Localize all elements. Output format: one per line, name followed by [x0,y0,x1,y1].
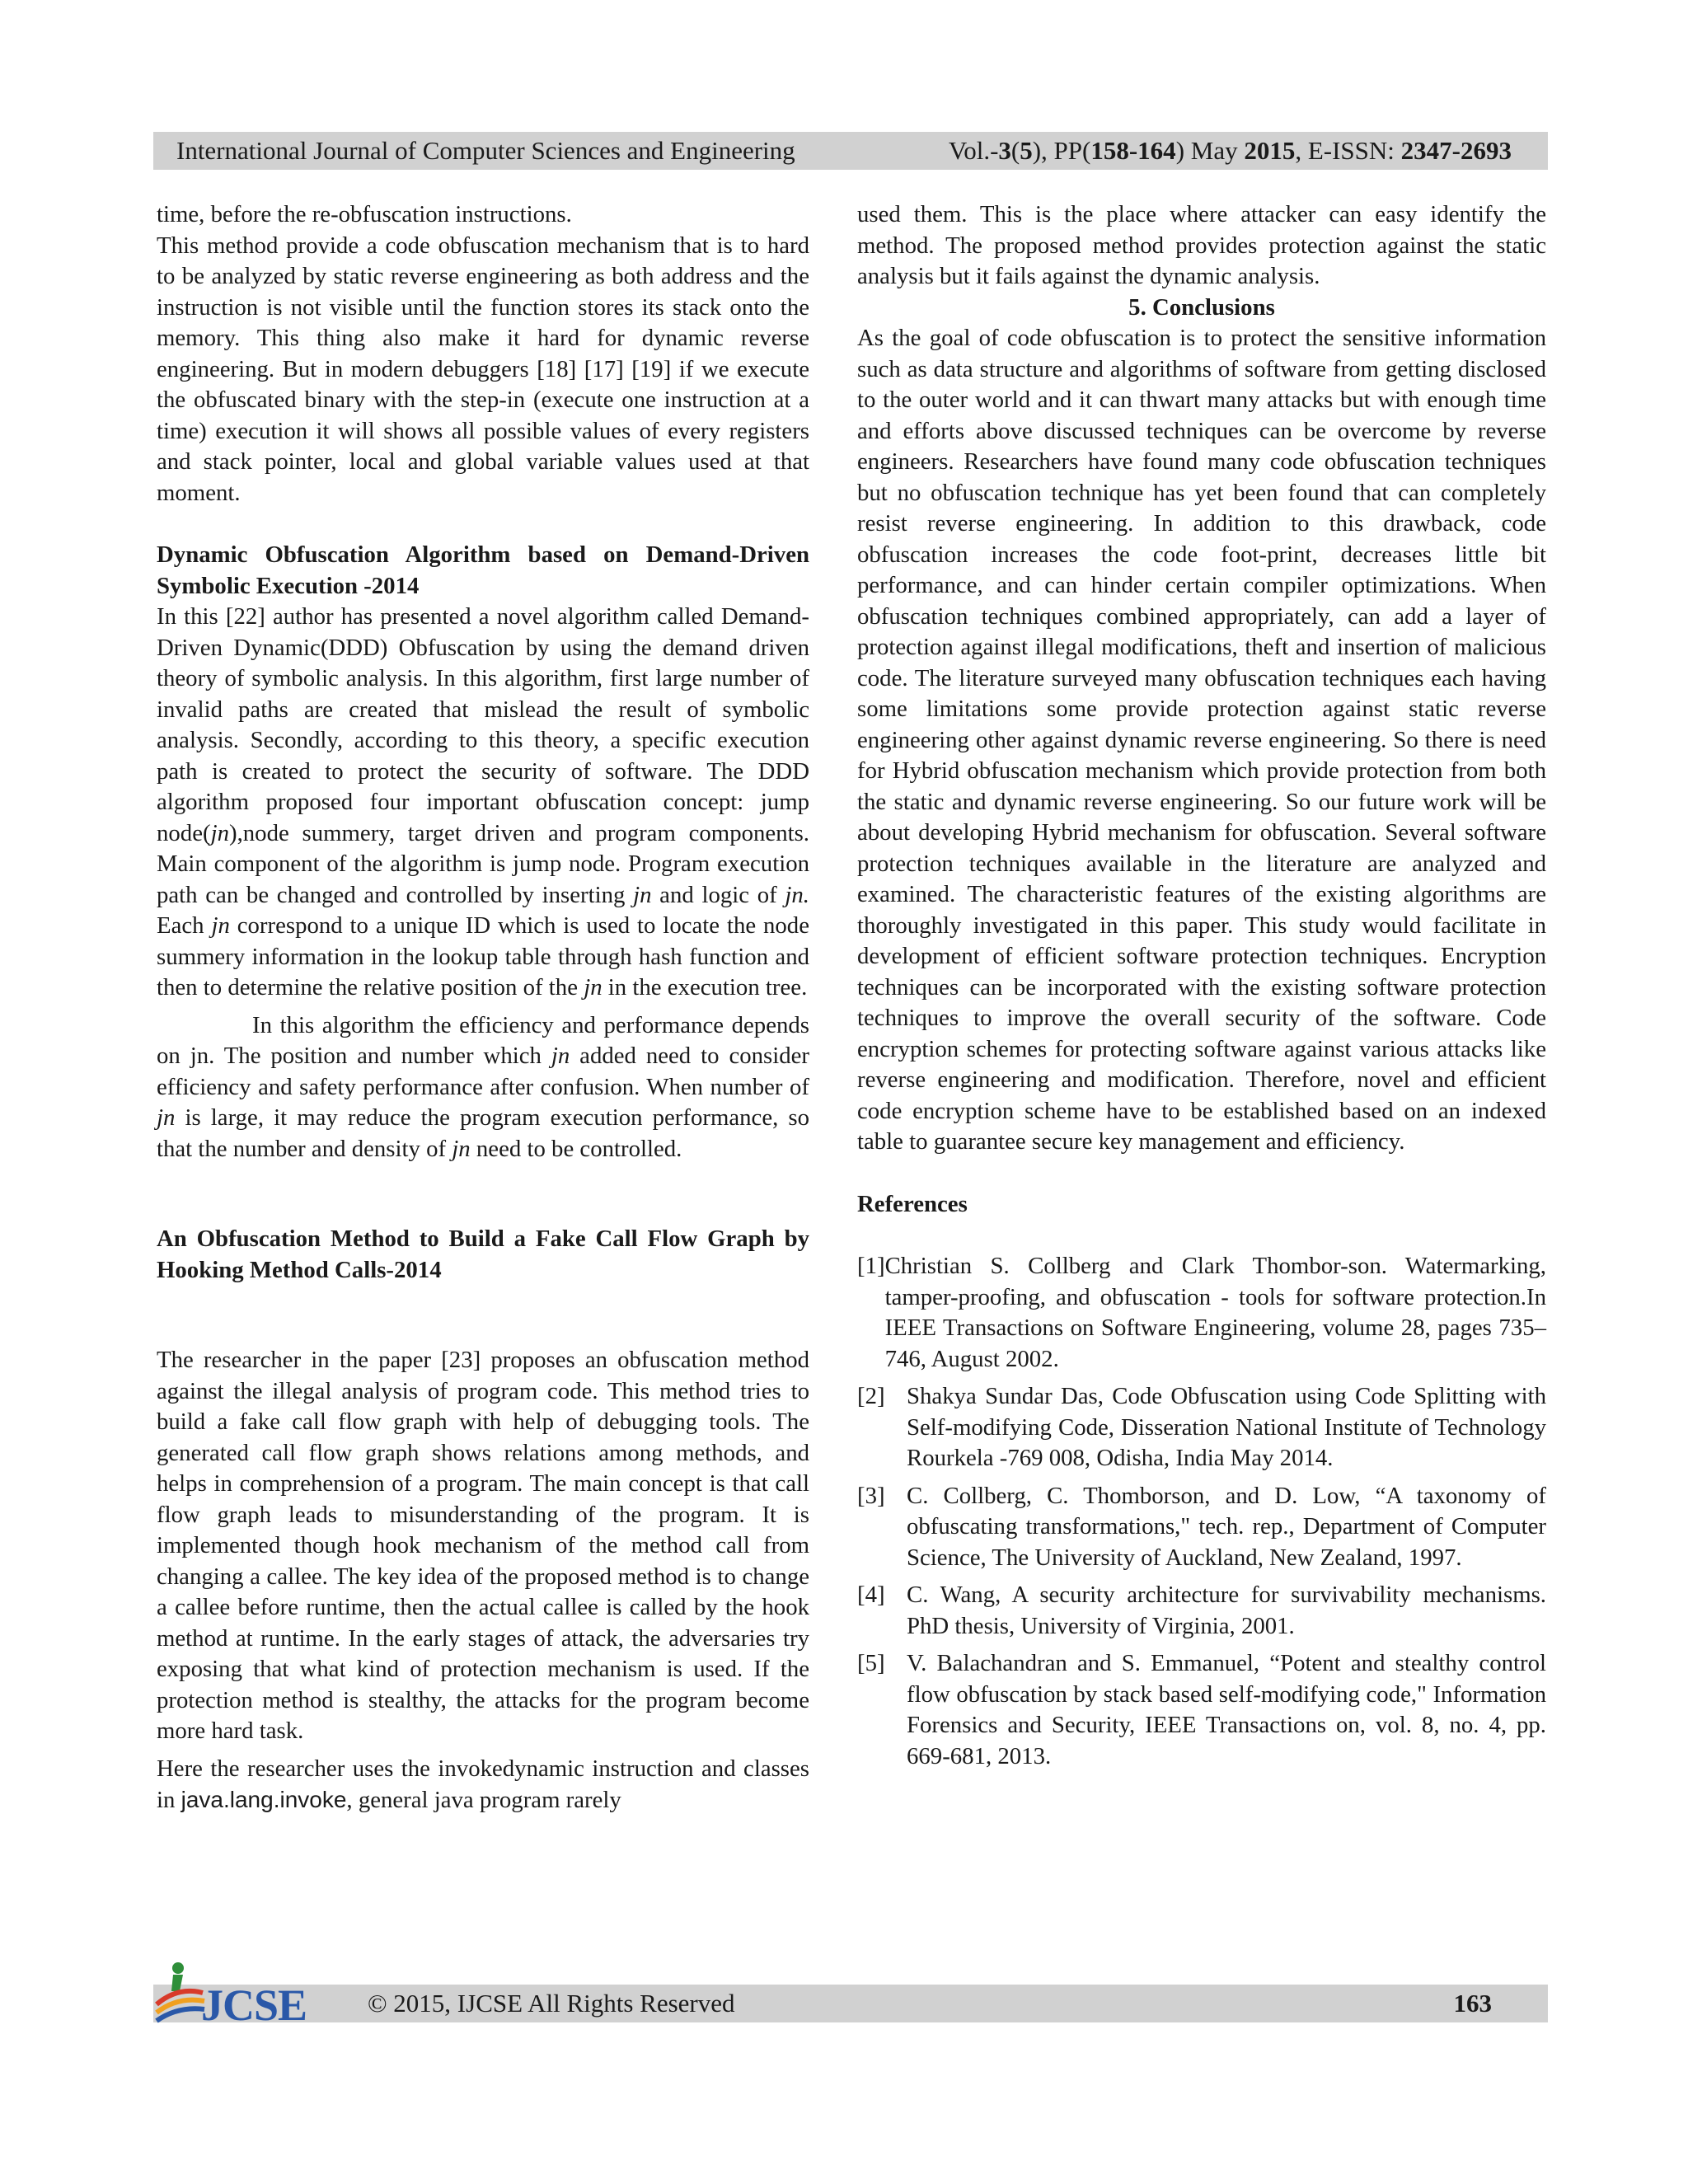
reference-text: C. Collberg, C. Thomborson, and D. Low, “A taxonomy of obfuscating transformations," tech. rep., Department of Computer Science, The University of Auckland, New Zealand, 1997. [907,1482,1546,1571]
paragraph: Here the researcher uses the invokedynamic instruction and classes in java.lang.invoke, general java program rarely [157,1755,809,1813]
reference-number: [3] [857,1482,885,1509]
code-text: java.lang.invoke [181,1787,347,1812]
journal-logo [153,1955,310,2029]
reference-text: Christian S. Collberg and Clark Thombor-son. Watermarking, tamper-proofing, and obfuscation - tools for software protection.In IEEE Transactions on Software Engineering, volume 28, pages 735–746, August 2002. [884,1253,1546,1372]
paragraph: This method provide a code obfuscation mechanism that is to hard to be analyzed by static reverse engineering as both address and the instruction is not visible until the function stores its stack onto the memory. This thing also make it hard for dynamic reverse engineering. But in modern debuggers [18] [17] [19] if we execute the obfuscated binary with the step-in (execute one instruction at a time) execution it will shows all possible values of every registers and stack pointer, local and global variable values used at that moment. [157,232,809,506]
reference-item [857,1481,1546,1574]
reference-text: V. Balachandran and S. Emmanuel, “Potent and stealthy control flow obfuscation by stack based self-modifying code," Information Forensics and Security, IEEE Transactions on, vol. 8, no. 4, pp. 669-681, 2013. [907,1650,1546,1769]
volume-info: Vol.-3(5), PP(158-164) May 2015, E-ISSN: 2347-2693 [948,136,1512,165]
paragraph: used them. This is the place where attacker can easy identify the method. The proposed method provides protection against the static analysis but it fails against the dynamic analysis. [857,201,1546,289]
paragraph: time, before the re-obfuscation instructions. [157,201,572,227]
reference-item [857,1580,1546,1642]
running-header [153,132,1548,170]
reference-item [857,1381,1546,1474]
reference-text: C. Wang, A security architecture for survivability mechanisms. PhD thesis, University of Virginia, 2001. [907,1582,1546,1639]
running-footer [153,1985,1548,2022]
section-heading: Dynamic Obfuscation Algorithm based on Demand-Driven Symbolic Execution -2014 [157,541,809,599]
reference-number: [2] [857,1383,885,1409]
section-heading: An Obfuscation Method to Build a Fake Call Flow Graph by Hooking Method Calls-2014 [157,1226,809,1283]
reference-number: [4] [857,1582,885,1608]
section-heading: 5. Conclusions [1128,293,1275,321]
logo-text: JCSE [201,1980,307,2030]
reference-item [857,1648,1546,1772]
paragraph: As the goal of code obfuscation is to protect the sensitive information such as data structure and algorithms of software from getting disclosed to the outer world and it can thwart many attacks but with enough time and efforts above discussed techniques can be overcome by reverse engineers. Researchers have found many code obfuscation techniques but no obfuscation technique has yet been found that can completely resist reverse engineering. In addition to this drawback, code obfuscation increases the code foot-print, decreases little bit performance, and can hinder certain compiler optimizations. When obfuscation techniques combined appropriately, can add a layer of protection against illegal modifications, theft and insertion of malicious code. The literature surveyed many obfuscation techniques each having some limitations some provide protection against static reverse engineering other against dynamic reverse engineering. So there is need for Hybrid obfuscation mechanism which provide protection from both the static and dynamic reverse engineering. So our future work will be about developing Hybrid mechanism for obfuscation. Several software protection techniques available in the literature are analyzed and examined. The characteristic features of the existing algorithms are thoroughly investigated in this paper. This study would facilitate in development of efficient software protection techniques. Encryption techniques can be incorporated with the existing software protection techniques to improve the overall security of the software. Code encryption schemes for protecting software against various attacks like reverse engineering and modification. Therefore, novel and efficient code encryption scheme have to be established based on an indexed table to guarantee secure key management and efficiency. [857,325,1546,1155]
reference-number: [1] [857,1253,885,1279]
reference-number: [5] [857,1650,885,1676]
right-column [857,199,1546,1772]
left-column [157,199,809,1816]
reference-text: Shakya Sundar Das, Code Obfuscation using Code Splitting with Self-modifying Code, Disseration National Institute of Technology Rourkela -769 008, Odisha, India May 2014. [907,1383,1546,1471]
paragraph: The researcher in the paper [23] proposes an obfuscation method against the illegal analysis of program code. This method tries to build a fake call flow graph with help of debugging tools. The generated call flow graph shows relations among methods, and helps in comprehension of a program. The main concept is that call flow graph leads to misunderstanding of the program. It is implemented though hook mechanism of the method call from changing a callee. The key idea of the proposed method is to change a callee before runtime, then the actual callee is called by the hook method at runtime. In the early stages of attack, the adversaries try exposing that what kind of protection mechanism is used. If the protection method is stealthy, the attacks for the program become more hard task. [157,1347,809,1744]
journal-name: International Journal of Computer Sciences and Engineering [176,136,795,165]
copyright-notice: © 2015, IJCSE All Rights Reserved [368,1989,735,2018]
references-heading: References [857,1190,968,1217]
paragraph: In this [22] author has presented a novel algorithm called Demand-Driven Dynamic(DDD) Obfuscation by using the demand driven theory of symbolic analysis. In this algorithm, first large number of invalid paths are created that mislead the result of symbolic analysis. Secondly, according to this theory, a specific execution path is created to protect the security of software. The DDD algorithm proposed four important obfuscation concept: jump node(jn),node summery, target driven and program components. Main component of the algorithm is jump node. Program execution path can be changed and controlled by inserting jn and logic of jn. Each jn correspond to a unique ID which is used to locate the node summery information in the lookup table through hash function and then to determine the relative position of the jn in the execution tree. [157,603,809,1001]
reference-item [857,1251,1546,1375]
page-number: 163 [1453,1989,1492,2018]
paragraph: In this algorithm the efficiency and performance depends on jn. The position and number which jn added need to consider efficiency and safety performance after confusion. When number of jn is large, it may reduce the program execution performance, so that the number and density of jn need to be controlled. [157,1011,809,1162]
